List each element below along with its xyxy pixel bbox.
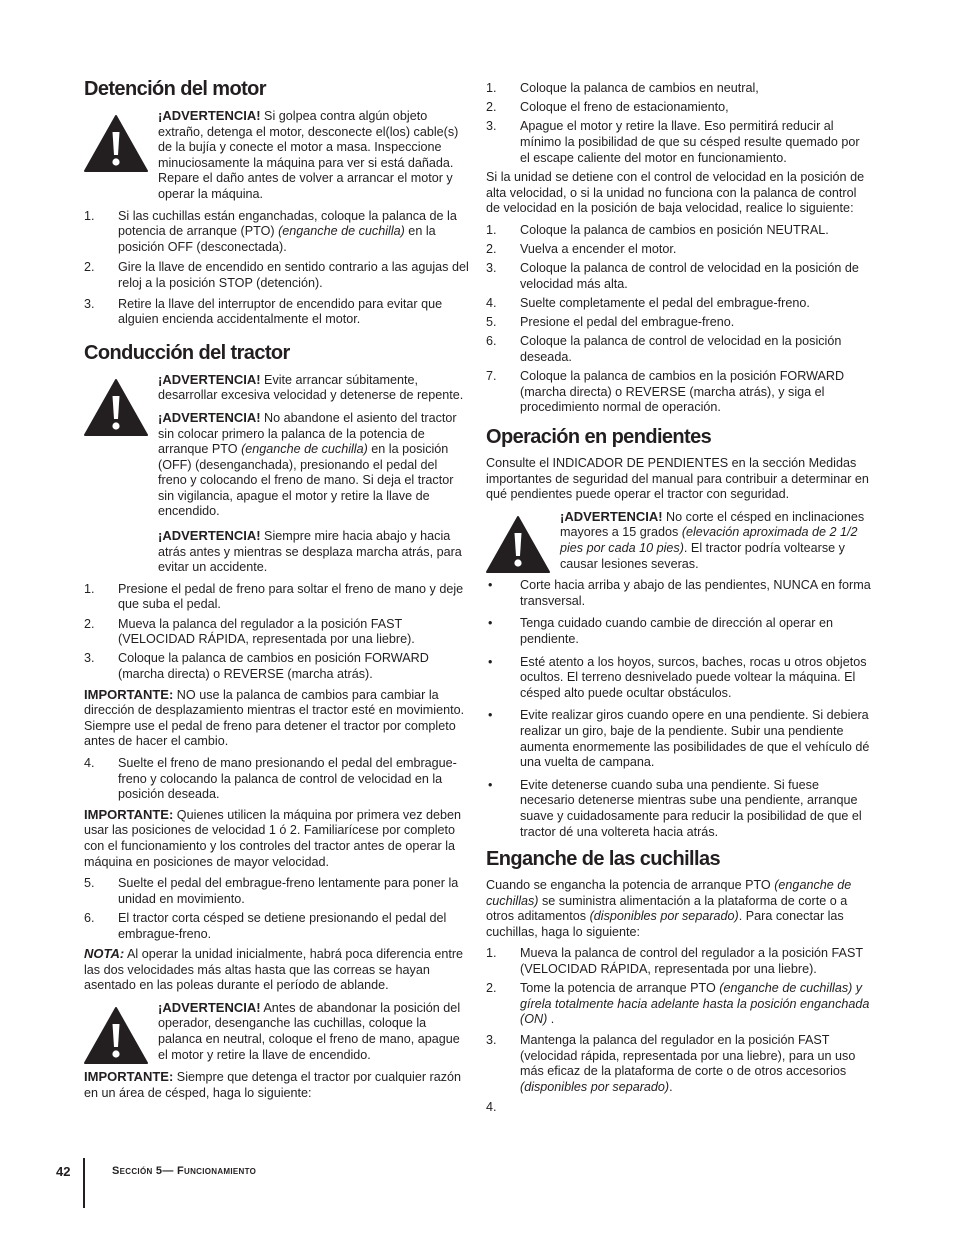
paragraph: Consulte el INDICADOR DE PENDIENTES en la sección Medidas importantes de seguridad del manual para contribuir a determinar en qué pendientes puede operar el tractor con seguridad. [486, 456, 869, 502]
list-item: 2. Tome la potencia de arranque PTO (enganche de cuchillas) y gírela totalmente hacia adelante hasta la posición enganchada (ON) . [486, 981, 870, 1027]
warning-triangle-icon [84, 1006, 148, 1064]
important-note: IMPORTANTE: Quienes utilicen la máquina por primera vez deben usar las posiciones de velocidad 1 ó 2. Familiarícese por completo con el funcionamiento y los controles del tractor antes de operar la máquina en posiciones de mayor velocidad. [84, 806, 462, 869]
steps-list [486, 223, 871, 416]
list-item: 3. Coloque la palanca de control de velocidad en la posición de velocidad más alta. [486, 261, 859, 291]
list-item: • Evite realizar giros cuando opere en una pendiente. Si debiera realizar un giro, baje de la pendiente. Subir una pendiente aumenta enormemente las posibilidades de que el vehículo dé una vuelta de campana. [488, 708, 870, 770]
warning-block [84, 372, 469, 576]
list-item: 2. Gire la llave de encendido en sentido contrario a las agujas del reloj a la posición STOP (detención). [84, 260, 469, 290]
warning-text: ¡ADVERTENCIA! Siempre mire hacia abajo y hacia atrás antes y mientras se desplaza marcha atrás, para evitar un accidente. [158, 528, 462, 575]
list-item: 3. Mantenga la palanca del regulador en la posición FAST (velocidad rápida, representada por una liebre), para un uso más eficaz de la plataforma de corte o de otros accesorios (disponibles por separado). [486, 1033, 856, 1094]
list-item: 3. Apague el motor y retire la llave. Eso permitirá reducir al mínimo la posibilidad de que su césped resulte quemado por el escape caliente del motor en funcionamiento. [486, 119, 860, 165]
heading-stop-engine: Detención del motor [84, 78, 266, 100]
heading-slopes: Operación en pendientes [486, 426, 712, 449]
list-item: 1. Presione el pedal de freno para soltar el freno de mano y deje que suba el pedal. [84, 581, 464, 612]
list-item: 1. Coloque la palanca de cambios en neutral, [486, 81, 759, 95]
warning-block [84, 108, 469, 203]
list-item: 7. Coloque la palanca de cambios en la posición FORWARD (marcha directa) o REVERSE (marcha atrás), y siga el procedimiento normal de operación. [486, 369, 845, 415]
list-item: • Esté atento a los hoyos, surcos, baches, rocas u otros objetos ocultos. El terreno desnivelado puede voltear la máquina. El césped alto puede ocultar obstáculos. [488, 654, 867, 700]
page-number: 42 [56, 1164, 71, 1179]
warning-text: ¡ADVERTENCIA! No corte el césped en inclinaciones mayores a 15 grados (elevación aproximada de 2 1/2 pies por cada 10 pies). El tractor podría voltearse y causar lesiones severas. [560, 508, 865, 571]
right-column [486, 81, 871, 1120]
warning-text: ¡ADVERTENCIA! No abandone el asiento del tractor sin colocar primero la palanca de la potencia de arranque PTO (enganche de cuchilla) en la posición (OFF) (desenganchada), presionando el pedal del freno y colocando el freno de mano. Si deja el tractor sin vigilancia, apague el motor y retire la llave de encendido. [158, 409, 457, 519]
list-item: 3. Retire la llave del interruptor de encendido para evitar que alguien encienda accidentalmente el motor. [84, 296, 443, 327]
list-item: 2. Vuelva a encender el motor. [486, 242, 677, 257]
left-column [84, 78, 469, 1107]
footer-divider [83, 1158, 85, 1208]
note-text: NOTA: Al operar la unidad inicialmente, habrá poca diferencia entre las dos velocidades más altas hasta que las correas se hayan asentado en las poleas durante el período de ablande. [84, 946, 464, 993]
steps-list [84, 876, 469, 942]
list-item: 4. Suelte completamente el pedal del embrague-freno. [486, 296, 810, 311]
section-title: Sección 5— Funcionamiento [112, 1165, 257, 1177]
list-item: 3. Coloque la palanca de cambios en posición FORWARD (marcha directa) o REVERSE (marcha atrás). [84, 651, 429, 681]
paragraph: Cuando se engancha la potencia de arranque PTO (enganche de cuchillas) se suministra alimentación a la plataforma de corte o a otros aditamentos (disponibles por separado). Para conectar las cuchillas, haga lo siguiente: [486, 878, 852, 939]
warning-text: ¡ADVERTENCIA! Evite arrancar súbitamente, desarrollar excesiva velocidad y detenerse de repente. [158, 371, 464, 403]
warning-triangle-icon [486, 515, 550, 573]
bullet-list [486, 578, 871, 840]
list-item: 5. Presione el pedal del embrague-freno. [486, 315, 735, 330]
steps-list [84, 582, 469, 683]
important-note: IMPORTANTE: NO use la palanca de cambios para cambiar la dirección de desplazamiento mientras el tractor esté en movimiento. Siempre use el pedal de freno para detener el tractor por completo antes de hacer el cambio. [84, 686, 465, 749]
list-item: • Evite detenerse cuando suba una pendiente. Si fuese necesario detenerse mientras sube una pendiente, arranque suave y cuidadosamente para reducir la posibilidad de que el tractor dé una voltereta hacia atrás. [488, 777, 862, 839]
list-item: 4. Suelte el freno de mano presionando el pedal del embrague-freno y colocando la palanca de control de velocidad en la posición deseada. [84, 755, 457, 802]
warning-triangle-icon [84, 378, 148, 436]
paragraph: Si la unidad se detiene con el control de velocidad en la posición de alta velocidad, o si la unidad no funciona con la palanca de control de velocidad en la posición de baja velocidad, realice lo siguiente: [486, 170, 865, 216]
heading-blades: Enganche de las cuchillas [486, 848, 720, 871]
warning-block [84, 1000, 469, 1063]
list-item: 1. Mueva la palanca de control del regulador a la posición FAST (VELOCIDAD RÁPIDA, representada por una liebre). [486, 946, 863, 977]
list-item: • Corte hacia arriba y abajo de las pendientes, NUNCA en forma transversal. [488, 578, 871, 608]
warning-text: ¡ADVERTENCIA! Si golpea contra algún objeto extraño, detenga el motor, desconecte el(los) cable(s) de la bujía y conecte el motor a masa. Inspeccione minuciosamente la máquina para ver si está dañada. Repare el daño antes de volver a arrancar el motor y operar la máquina. [158, 108, 459, 201]
steps-list [84, 209, 469, 328]
list-item: 5. Suelte el pedal del embrague-freno lentamente para poner la unidad en movimiento. [84, 876, 459, 906]
list-item: 1. Si las cuchillas están enganchadas, coloque la palanca de la potencia de arranque (PTO) (enganche de cuchilla) en la posición OFF (desconectada). [84, 208, 457, 254]
list-item: 2. Coloque el freno de estacionamiento, [486, 100, 729, 115]
warning-block [486, 509, 871, 572]
list-item: • Tenga cuidado cuando cambie de dirección al operar en pendiente. [488, 616, 833, 646]
list-item: 6. Coloque la palanca de control de velocidad en la posición deseada. [486, 334, 842, 365]
list-item: 2. Mueva la palanca del regulador a la posición FAST (VELOCIDAD RÁPIDA, representada por una liebre). [84, 616, 415, 647]
list-item: 4. [486, 1100, 497, 1115]
list-item: 1. Coloque la palanca de cambios en posición NEUTRAL. [486, 222, 829, 237]
steps-list [84, 756, 469, 803]
list-item: 6. El tractor corta césped se detiene presionando el pedal del embrague-freno. [84, 910, 447, 941]
heading-driving: Conducción del tractor [84, 341, 290, 364]
page-footer [0, 1158, 954, 1218]
important-note: IMPORTANTE: Siempre que detenga el tractor por cualquier razón en un área de césped, haga lo siguiente: [84, 1069, 462, 1100]
warning-triangle-icon [84, 114, 148, 172]
steps-list [486, 81, 871, 166]
warning-text: ¡ADVERTENCIA! Antes de abandonar la posición del operador, desenganche las cuchillas, coloque la palanca en neutral, coloque el freno de mano, apague el motor y retire la llave de encendido. [158, 999, 461, 1062]
steps-list [486, 946, 871, 1116]
